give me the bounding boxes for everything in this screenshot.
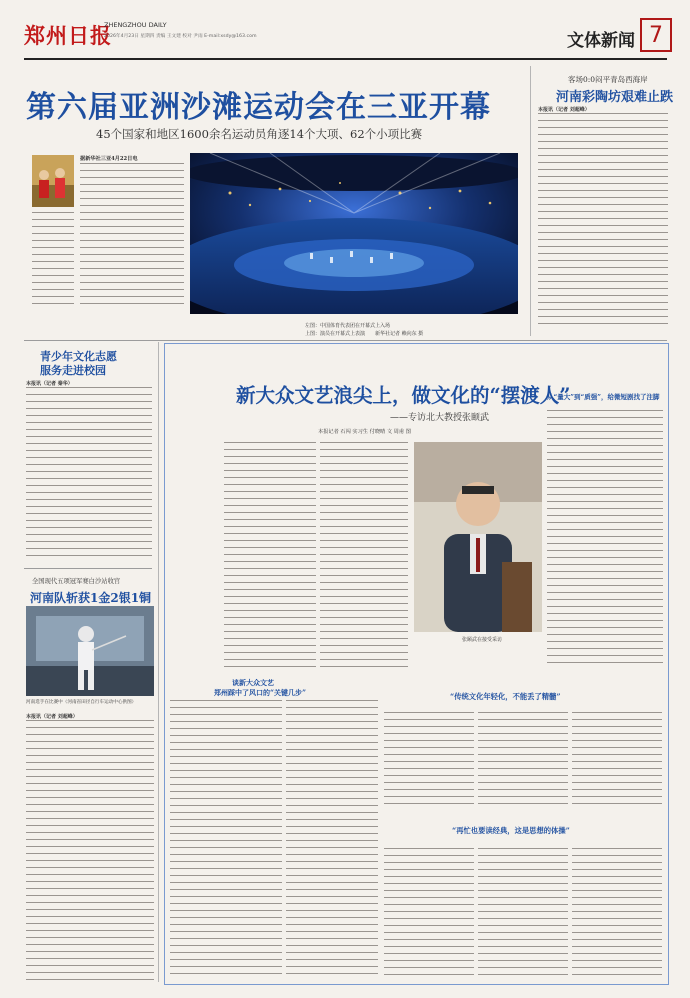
feature-mid-col-1-lines [384, 712, 474, 808]
lead-caption-2: 上图：演员在开幕式上表演 新华社记者 赖向东 摄 [305, 331, 424, 337]
lead-subtitle: 45个国家和地区1600余名运动员角逐14个大项、62个小项比赛 [96, 127, 423, 141]
logo-pinyin: ZHENGZHOU DAILY [104, 21, 167, 29]
feature-mid-col-1 [384, 712, 474, 808]
feature-subheading-left: 谈新大众文艺 [232, 678, 274, 687]
lead-article-text [80, 163, 184, 309]
rule-youth-bottom [24, 568, 152, 569]
fencing-athlete-image [26, 606, 154, 696]
youth-article-text [26, 387, 152, 562]
feature-right-heading: 从“量大”到“质强”，给微短剧找了注脚 [547, 393, 660, 401]
feature-col2-text [286, 700, 378, 976]
feature-title: 新大众文艺浪尖上，做文化的“摆渡人” [236, 384, 571, 407]
page-number [640, 18, 672, 52]
feature-left-col-lines [170, 700, 282, 976]
lead-dateline: 据新华社三亚4月22日电 [80, 156, 138, 162]
right-article-text [538, 113, 668, 328]
youth-byline: 本报讯（记者 秦华） [26, 381, 73, 387]
pentathlon-article-lines [26, 720, 154, 980]
feature-intro-lines [224, 442, 316, 667]
stadium-ceremony-image [190, 153, 518, 314]
feature-byline: 本报记者 石闯 实习生 付晓晴 文 周甫 图 [318, 429, 411, 435]
right-article-lines [538, 113, 668, 328]
delegation-entry-image [32, 155, 74, 207]
masthead-rule [24, 58, 667, 60]
masthead [0, 0, 690, 72]
pentathlon-kicker: 全国现代五项冠军赛白沙站收官 [32, 578, 121, 585]
feature-low-col-1 [384, 848, 474, 976]
section-name: 文体新闻 [567, 31, 635, 51]
feature-low-col-1-lines [384, 848, 474, 976]
youth-title-1: 青少年文化志愿 [40, 350, 117, 363]
feature-left-col-text [170, 700, 282, 976]
feature-mid-heading: “传统文化年轻化，不能丢了精髓” [450, 692, 561, 701]
feature-low-col-2 [478, 848, 568, 976]
issue-meta: 2026年4月23日 星期四 责编 王文建 校对 尹雨 E-mail:xsdy@163.com [104, 34, 257, 39]
lead-article-lines [80, 163, 184, 309]
youth-title-2: 服务走进校园 [40, 364, 106, 377]
interviewee-portrait-image [414, 442, 542, 632]
right-kicker: 客场0:0闷平青岛西海岸 [568, 75, 648, 84]
feature-intro-text [224, 442, 316, 667]
feature-right-text [547, 410, 663, 668]
lead-caption-1: 左图：中国体育代表团在开幕式上入场 [305, 323, 391, 329]
feature-intro-text-2 [320, 442, 408, 667]
newspaper-logo: 郑州日报 [24, 23, 112, 48]
lead-column-left [32, 212, 74, 310]
pentathlon-article-text [26, 720, 154, 980]
pentathlon-photo [26, 606, 154, 696]
youth-article-lines [26, 387, 152, 562]
feature-subheading-left-2: 郑州踩中了风口的“关键几步” [214, 688, 307, 697]
feature-low-heading: “再忙也要读经典，这是思想的体操” [452, 826, 570, 835]
feature-mid-col-3 [572, 712, 662, 808]
col-divider-right [530, 66, 531, 336]
feature-low-col-3 [572, 848, 662, 976]
feature-photo-caption: 张颐武在接受采访 [462, 637, 503, 643]
pentathlon-title: 河南队斩获1金2银1铜 [30, 591, 152, 605]
pentathlon-byline: 本报讯（记者 刘超峰） [26, 714, 78, 720]
lead-inset-photo [32, 155, 74, 207]
col-divider-left [158, 342, 159, 982]
feature-right-lines [547, 410, 663, 668]
feature-col2-lines [286, 700, 378, 976]
feature-mid-col-3-lines [572, 712, 662, 808]
feature-mid-col-2 [478, 712, 568, 808]
lead-title: 第六届亚洲沙滩运动会在三亚开幕 [26, 90, 491, 125]
feature-intro-lines-2 [320, 442, 408, 667]
right-title: 河南彩陶坊艰难止跌 [556, 90, 674, 105]
right-byline: 本报讯（记者 刘超峰） [538, 107, 590, 113]
feature-portrait-photo [414, 442, 542, 632]
section-rule-mid [24, 340, 667, 341]
pentathlon-caption: 河南选手在比赛中（河南省田径自行车运动中心供图） [26, 700, 137, 705]
page-number-label: 7 [649, 22, 663, 48]
lead-photo [190, 153, 518, 314]
feature-mid-col-2-lines [478, 712, 568, 808]
feature-subtitle: ——专访北大教授张颐武 [390, 413, 490, 423]
lead-column-left-lines [32, 212, 74, 310]
feature-low-col-3-lines [572, 848, 662, 976]
feature-low-col-2-lines [478, 848, 568, 976]
